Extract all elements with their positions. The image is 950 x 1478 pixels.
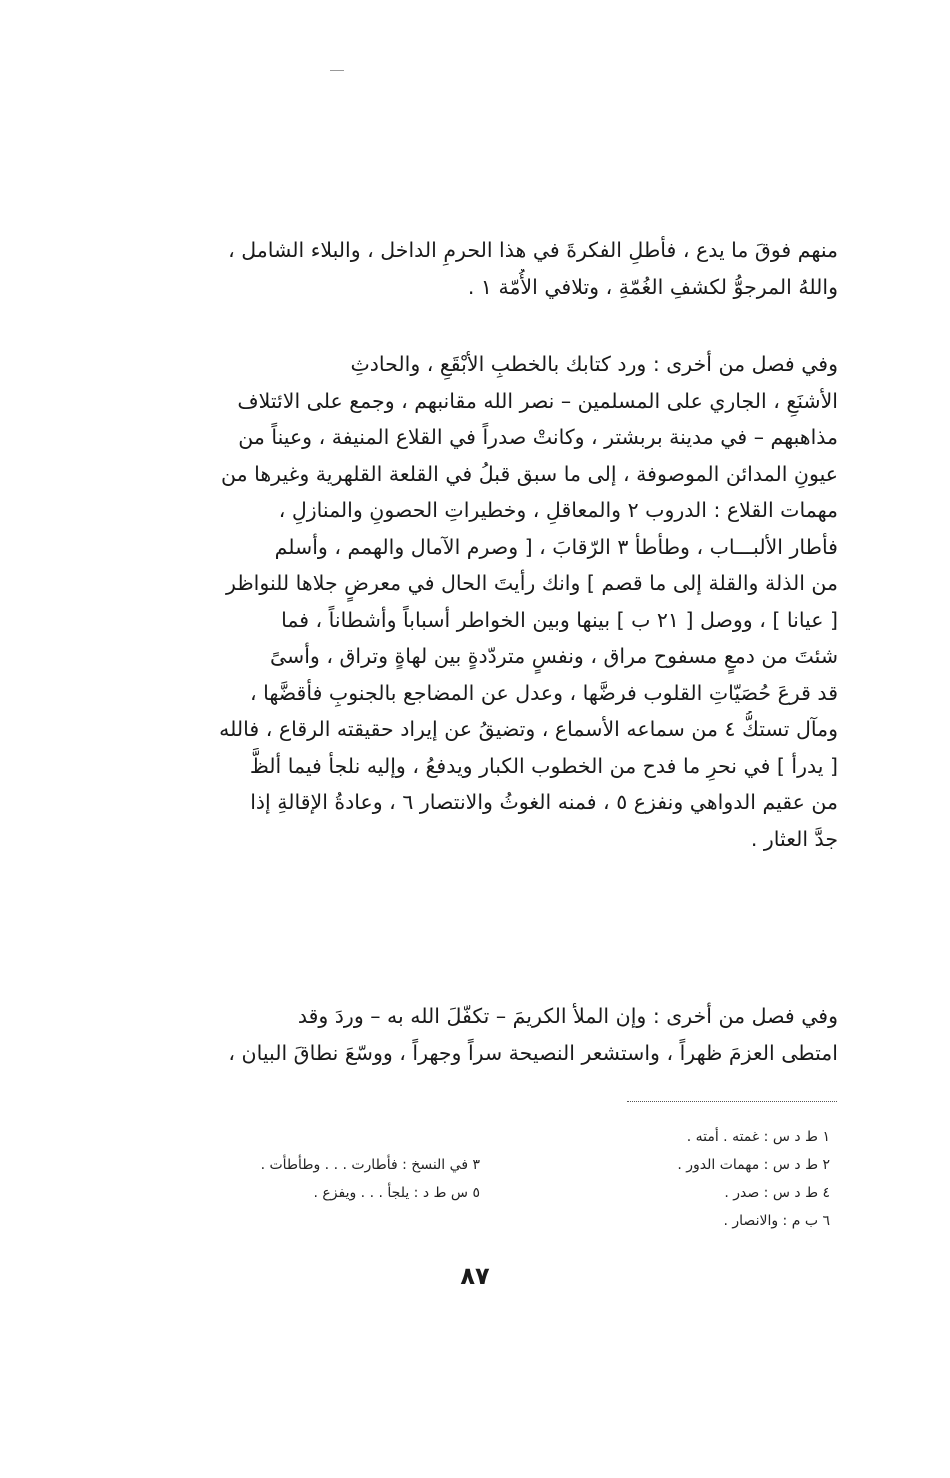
footnotes [200, 1123, 830, 1235]
text-line: ومآل تستكُّ ٤ من سماعه الأسماع ، وتضيقُ عن إيراد حقيقته الرقاع ، فالله [219, 717, 838, 741]
footnote-row [200, 1179, 830, 1207]
footnote-2: ٢ ط د س : مهمات الدور . [677, 1157, 830, 1173]
text-line: مهمات القلاع : الدروب ٢ والمعاقلِ ، وخطيراتِ الحصونِ والمنازلِ ، [278, 498, 838, 522]
paragraph-3 [118, 998, 838, 1071]
footnote-1: ١ ط د س : غمته . أمته . [686, 1129, 830, 1145]
footnote-empty [200, 1207, 480, 1235]
text-line: امتطى العزمَ ظهراً ، واستشعر النصيحة سراً وجهراً ، ووسّعَ نطاقَ البيان ، [228, 1040, 838, 1065]
text-line: الأشنَعِ ، الجاري على المسلمين – نصر الله مقانبهم ، وجمع على الائتلاف [237, 388, 838, 413]
page-number: ٨٧ [460, 1262, 490, 1290]
footnote-5: ٥ س ط د : يلجأ . . . ويفزع . [313, 1185, 480, 1201]
footnote-3: ٣ في النسخ : فأطارت . . . وطأطأت . [260, 1157, 480, 1173]
text-line: [ يدرأ ] في نحرِ ما فدح من الخطوب الكبار ويدفعُ ، وإليه نلجأ فيما ألظَّ [249, 753, 838, 778]
text-line: واللهُ المرجوُّ لكشفِ الغُمّةِ ، وتلافي الأُمّة ١ . [467, 274, 838, 299]
footnote-6: ٦ ب م : والانصار . [723, 1213, 830, 1229]
text-line: وفي فصل من أخرى : وإن الملأ الكريمَ – تكفّلَ الله به – وردَ وقد [297, 1004, 838, 1028]
text-line: مذاهبهم – في مدينة بربشتر ، وكانتْ صدراً في القلاع المنيفة ، وعيناً من [238, 425, 838, 449]
text-line: وفي فصل من أخرى : ورد كتابك بالخطبِ الأبْقَعِ ، والحادثِ [350, 352, 838, 376]
text-line: من الذلة والقلة إلى ما قصم ] وانك رأيتَ الحال في معرضٍ جلاها للنواظر [226, 571, 838, 595]
footnote-divider [627, 1101, 837, 1102]
text-line: من عقيم الدواهي ونفزع ٥ ، فمنه الغوثُ والانتصار ٦ ، وعادةُ الإقالةِ إذا [250, 790, 838, 814]
footnote-row [200, 1123, 830, 1151]
text-line: [ عيانا ] ، ووصل [ ٢١ ب ] بينها وبين الخواطر أسباباً وأشطاناً ، فما [281, 607, 838, 632]
paragraph-2 [118, 346, 838, 857]
text-line: شئتَ من دمعٍ مسفوح مراق ، ونفسٍ متردّدةٍ بين لهاةٍ وتراق ، وأسىً [269, 644, 838, 668]
paragraph-1 [118, 232, 838, 305]
text-line: قد قرعَ حُصَيّاتِ القلوب فرضَّها ، وعدل عن المضاجع بالجنوبِ فأقضَّها ، [249, 680, 838, 705]
text-line: منهم فوقَ ما يدع ، فأطلِ الفكرةَ في هذا الحرمِ الداخل ، والبلاء الشامل ، [228, 238, 838, 262]
footnote-row [200, 1207, 830, 1235]
footnote-4: ٤ ط د س : صدر . [724, 1185, 830, 1201]
scan-mark [330, 70, 344, 71]
text-line: فأطار الألبـــاب ، وطأطأ ٣ الرّقابَ ، [ وصرم الآمال والهمم ، وأسلم [274, 534, 838, 559]
text-line: عيونِ المدائن الموصوفة ، إلى ما سبق قبلُ في القلعة القلهرية وغيرها من [220, 461, 838, 486]
footnote-row [200, 1151, 830, 1179]
text-line: جدَّ العثار . [750, 826, 838, 851]
footnote-empty [200, 1123, 480, 1151]
